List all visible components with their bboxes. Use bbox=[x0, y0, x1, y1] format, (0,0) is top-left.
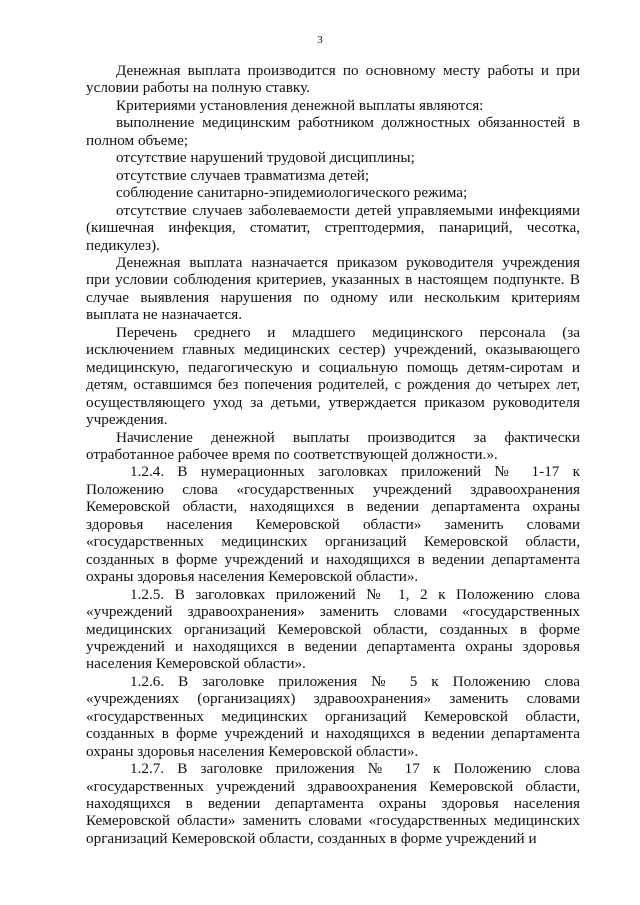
paragraph-criterion-sanitary: соблюдение санитарно-эпидемиологического режима; bbox=[116, 184, 468, 202]
paragraph-payment-accrual: Начисление денежной выплаты производится за фактически отработанное рабочее время по соответствующей должности.». bbox=[86, 428, 580, 463]
paragraph-criterion-duties: выполнение медицинским работником должностных обязанностей в полном объеме; bbox=[86, 114, 580, 149]
paragraph-clause-1-2-7: 1.2.7. В заголовке приложения № 17 к Положению слова «государственных учреждений здравоохранения Кемеровской области, находящихся в ведении департамента охраны здоровья населения Кемеровской области» заменить словами «государственных медицинских организаций Кемеровской области, созданных в форме учреждений и bbox=[86, 760, 580, 847]
paragraph-clause-1-2-4: 1.2.4. В нумерационных заголовках приложений № 1-17 к Положению слова «государственных учреждений здравоохранения Кемеровской области, находящихся в ведении департамента охраны здоровья населения Кемеровской области» заменить словами «государственных медицинских организаций Кемеровской области, созданных в форме учреждений и находящихся в ведении департамента охраны здоровья населения Кемеровской области». bbox=[86, 463, 580, 586]
paragraph-criterion-discipline: отсутствие нарушений трудовой дисциплины; bbox=[116, 149, 415, 167]
paragraph-payment-assignment: Денежная выплата назначается приказом руководителя учреждения при условии соблюдения критериев, указанных в настоящем подпункте. В случае выявления нарушения по одному или нескольким критериям выплата не назначается. bbox=[86, 253, 580, 324]
paragraph-staff-list: Перечень среднего и младшего медицинского персонала (за исключением главных медицинских сестер) учреждений, оказывающего медицинскую, педагогическую и социальную помощь детям-сиротам и детям, оставшимся без попечения родителей, с рождения до четырех лет, осуществляющего уход за детьми, утверждается приказом руководителя учреждения. bbox=[86, 323, 580, 429]
paragraph-criteria-intro: Критериями установления денежной выплаты являются: bbox=[116, 96, 484, 114]
paragraph-clause-1-2-5: 1.2.5. В заголовках приложений № 1, 2 к Положению слова «учреждений здравоохранения» заменить словами «государственных медицинских организаций Кемеровской области, созданных в форме учреждений и находящихся в ведении департамента охраны здоровья населения Кемеровской области». bbox=[86, 585, 580, 673]
document-body bbox=[86, 62, 580, 847]
paragraph-criterion-injuries: отсутствие случаев травматизма детей; bbox=[116, 166, 370, 184]
paragraph-payment-conditions: Денежная выплата производится по основному месту работы и при условии работы на полную ставку. bbox=[86, 62, 580, 97]
page-number: 3 bbox=[317, 34, 323, 46]
paragraph-clause-1-2-6: 1.2.6. В заголовке приложения № 5 к Положению слова «учреждениях (организациях) здравоохранения» заменить словами «государственных медицинских организаций Кемеровской области, созданных в форме учреждений и находящихся в ведении департамента охраны здоровья населения Кемеровской области». bbox=[86, 672, 580, 760]
paragraph-criterion-infections: отсутствие случаев заболеваемости детей управляемыми инфекциями (кишечная инфекция, стоматит, стрептодермия, панариций, чесотка, педикулез). bbox=[86, 201, 580, 254]
